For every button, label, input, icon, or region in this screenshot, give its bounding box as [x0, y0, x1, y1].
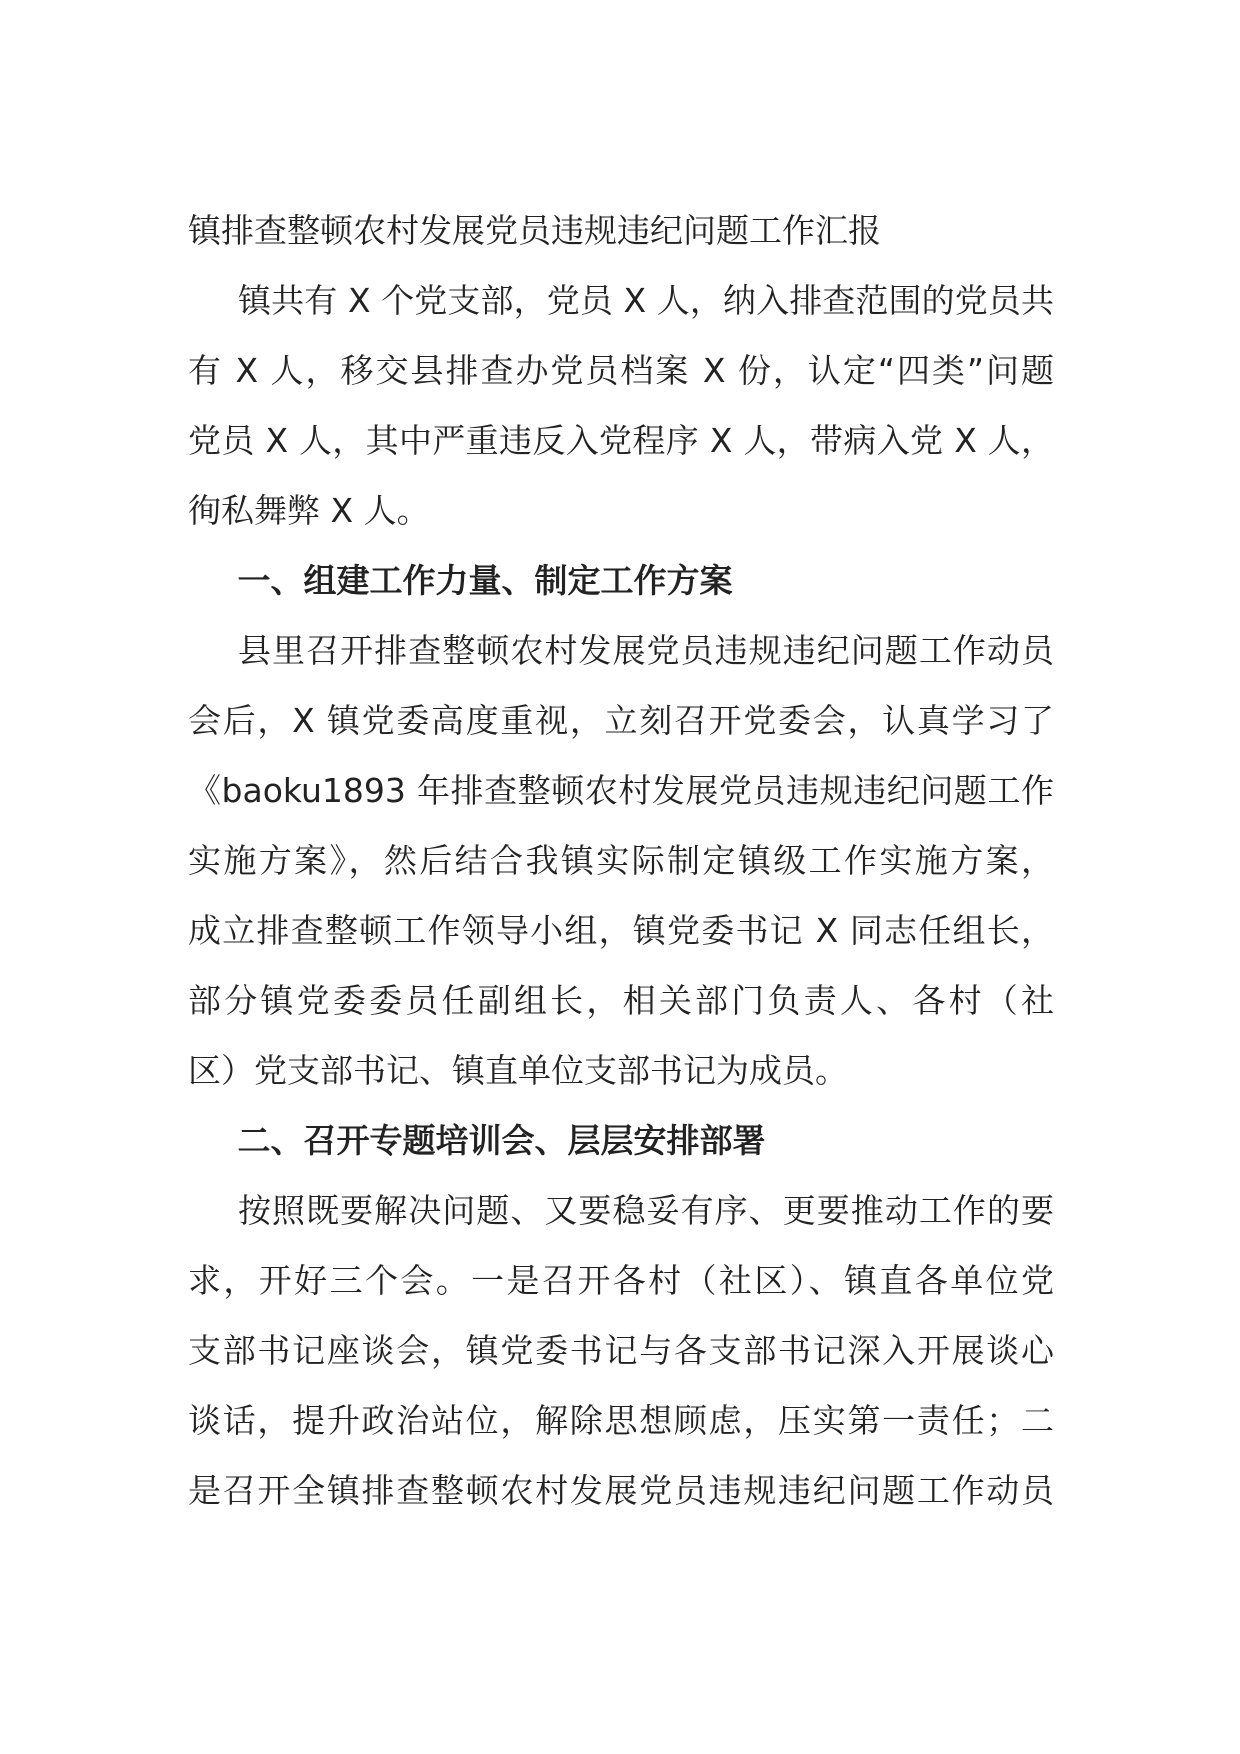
section-heading: 一、组建工作力量、制定工作方案	[237, 561, 733, 600]
section1-line: 《baoku1893 年排查整顿农村发展党员违规违纪问题工作	[188, 771, 1054, 810]
section1-line: 会后，X 镇党委高度重视，立刻召开党委会，认真学习了	[188, 701, 1054, 740]
document-title: 镇排查整顿农村发展党员违规违纪问题工作汇报	[188, 211, 881, 250]
intro-line: 党员 X 人，其中严重违反入党程序 X 人，带病入党 X 人，	[188, 421, 1054, 460]
intro-paragraph	[188, 266, 1054, 546]
section-heading: 二、召开专题培训会、层层安排部署	[237, 1121, 766, 1160]
section2-line: 谈话，提升政治站位，解除思想顾虑，压实第一责任；二	[188, 1401, 1054, 1440]
section2-line: 是召开全镇排查整顿农村发展党员违规违纪问题工作动员	[188, 1471, 1054, 1510]
section2-line: 按照既要解决问题、又要稳妥有序、更要推动工作的要	[238, 1191, 1054, 1230]
section2-line: 求，开好三个会。一是召开各村（社区）、镇直各单位党	[188, 1261, 1054, 1300]
section2-paragraph	[188, 1176, 1054, 1526]
section1-line: 县里召开排查整顿农村发展党员违规违纪问题工作动员	[238, 631, 1054, 670]
section1-line: 实施方案》，然后结合我镇实际制定镇级工作实施方案，	[188, 841, 1054, 880]
section1-paragraph	[188, 616, 1054, 1106]
section1-line: 部分镇党委委员任副组长，相关部门负责人、各村（社	[188, 981, 1054, 1020]
section1-line: 成立排查整顿工作领导小组，镇党委书记 X 同志任组长，	[188, 911, 1054, 950]
intro-line: 镇共有 X 个党支部，党员 X 人，纳入排查范围的党员共	[238, 281, 1054, 320]
section2-line: 支部书记座谈会，镇党委书记与各支部书记深入开展谈心	[188, 1331, 1054, 1370]
section1-line: 区）党支部书记、镇直单位支部书记为成员。	[188, 1051, 848, 1090]
intro-line: 徇私舞弊 X 人。	[188, 491, 430, 530]
intro-line: 有 X 人，移交县排查办党员档案 X 份，认定“四类”问题	[188, 351, 1054, 390]
document-page	[188, 196, 1054, 1526]
